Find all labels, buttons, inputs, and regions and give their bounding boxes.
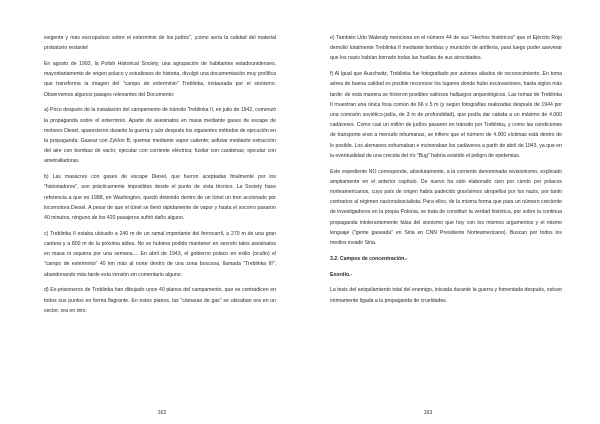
section-heading: 3.2. Campos de concentración.- [330,255,408,262]
paragraph: exigente y más escrupuloso sobre el exterminio de los judíos", ¡cómo sería la calidad del material probatorio restante! [44,35,276,52]
right-page [300,0,600,424]
left-page-text [44,33,276,322]
page-number: 162 [157,410,167,416]
paragraph: a) Poco después de la instalación del campamento de tránsito Treblinka II, en julio de 1942, comenzó la propaganda sobre el exterminio. Aparte de asesinatos en masa mediante gases de escape de motores Diesel, aparecieron durante la guerra y aún después los siguientes métodos de ejecución en la propaganda: Gasear con Zyklon B; quemar mediante vapor caliente; asfixiar mediante extracción del aire con bombas de vacío; ejecutar con corriente eléctrica; fusilar con carabinas; ejecutar con ametralladoras. [44,107,276,165]
paragraph: En agosto de 1992, la Polish Historical Society, una agrupación de habitantes estadounidenses, mayoritariamente de origen polaco y estudiosos de historia, divulgó una documentación muy prolífica que transforma la imagen del "campo de exterminio" Treblinka, instaurada por el sionismo. Observemos algunos pasajes relevantes del Documento: [44,61,276,98]
paragraph: f) Al igual que Auschwitz, Treblinka fue fotografiado por aviones aliados de reconocimiento. En toma aérea de buena calidad es posible reconocer los lugares donde hubo excavaciones, hasta siglos más tarde: de esta manera se hicieron posibles valiosos hallazgos arqueológicos. Las tomas de Treblinka II muestran una única fosa común de 66 x 5 m (y según fotografías realizadas después de 1944 por una comisión soviético-judía, de 3 m de profundidad), que podía dar cabida a un máximo de 4.000 cadáveres. Como casi un millón de judíos pasaron en tránsito por Treblinka, y como las condiciones de transporte eran a menudo inhumanas, se infiere que el número de 4.000 víctimas está dentro de lo posible. Los alemanes exhumaban e incineraban los cadáveres a partir de abril de 1943, ya que en la eventualidad de una crecida del río "Bug" habría existido el peligro de epidemias. [330,71,562,159]
paragraph: c) Treblinka II estaba ubicado a 240 m de un ramal importante del ferrocarril, a 270 m de una gran cantera y a 800 m de la próxima aldea. No se hubiera podido mantener en secreto tales asesinatos en masa ni siquiera por una semana.... En abril de 1943, el gobierno polaco en exilio (oculto) el "campo de exterminio" 40 km más al norte dentro de una zona boscosa, llamada "Treblinka III", abandonando más tarde esta versión sin comentario alguno. [44,230,276,278]
paragraph: e) También Udo Walendy menciona en el número 44 de sus "Hechos históricos" que el Ejército Rojo demolió totalmente Treblinka II mediante bombas y munición de artillería, para luego poder aseverar que los nazis habían borrado todas las huellas de sus atrocidades. [330,35,562,62]
subsection-heading: Exordio.- [330,271,353,278]
paragraph: d) Ex-prisioneros de Treblinka han dibujado unos 40 planos del campamento, que se contradicen en todos sus puntos en forma flagrante. En estos planos, las "cámaras de gas" se ubicaban ora en un sector, ora en otro. [44,287,276,314]
paragraph: b) Las masacres con gases de escape Diesel, que fueron aceptadas finalmente por los "historiadores", son prácticamente imposibles desde el punto de vista técnico. La Society hace referencia a que en 1988, en Washington, quedó detenido dentro de un túnel un tren accionado por locomotora Diesel. A pesar de que el túnel se llenó rápidamente de vapor y hasta el socorro pasaron 40 minutos, ninguno de los 420 pasajeros sufrió daño alguno. [44,174,276,222]
right-page-text [330,33,562,311]
paragraph: Este expediente NO corresponde, absolutamente, a la corriente denominada revisionismo, explicado ampliamente en el anterior capítulo. De nuevo ha sido elaborado cien por ciento por polacos norteamericanos, cuyo país de origen había padecido gravísimos atropellos por los nazis, por tanto contrarios al régimen nacionalsocialista. Para ellos, de la misma forma que para un número creciente de investigadores en la propia Polonia, se trata de constituir la verdad histórica, por sobre la continua propaganda intolerantemente falsa del sionismo que hoy con los mismos argumentos y el mismo lenguaje ("gente gaseada" en Siria en CNN Presidente Norteamericano). Buscan por todos los medios invadir Siria. [330,168,562,247]
page-number: 163 [423,410,433,416]
paragraph: La tesis del aniquilamiento total del enemigo, iniciada durante la guerra y fomentada después, estuvo íntimamente ligada a la propaganda de crueldades. [330,287,562,304]
